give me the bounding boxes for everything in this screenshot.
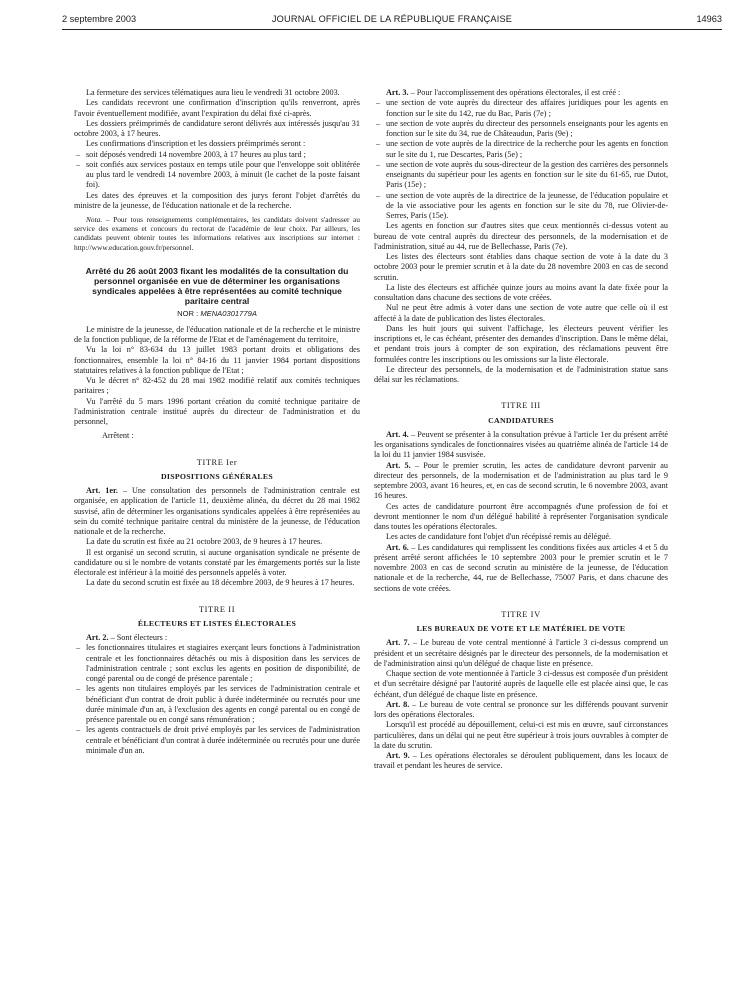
- nota-text: – Pour tous renseignements complémentaires, les candidats doivent s'adresser au service des examens et concours du rectorat de l'académie de leur choix. Par ailleurs, les candidats peuvent obtenir toutes les informations relatives aux inscriptions sur internet : http://www.education.gouv.fr/personnel.: [74, 215, 360, 252]
- paragraph: Vu le décret n° 82-452 du 28 mai 1982 modifié relatif aux comités techniques paritaires ;: [74, 376, 360, 396]
- paragraph: Dans les huit jours qui suivent l'affichage, les électeurs peuvent vérifier les inscriptions et, le cas échéant, présenter des demandes d'inscription. Dans le même délai, et pendant trois jours à compter de son expiration, des réclamations peuvent être formulées contre les inscriptions ou les omissions sur la liste électorale.: [374, 323, 668, 364]
- article-label: Art. 5.: [386, 460, 411, 470]
- article-label: Art. 6.: [386, 542, 409, 552]
- list-item: – les agents non titulaires employés par les services de l'administration centrale et bénéficiant d'un contrat de droit public à durée indéterminée ou recrutés pour une durée minimale d'un an, à l'exclusion des agents en congé parental ou en congé de présence parentale ou en congé sans rémunération ;: [74, 684, 360, 725]
- paragraph: Le directeur des personnels, de la modernisation et de l'administration statue sans délai sur les réclamations.: [374, 364, 668, 384]
- journal-title: JOURNAL OFFICIEL DE LA RÉPUBLIQUE FRANÇAISE: [271, 14, 513, 24]
- list-item: – une section de vote auprès du sous-directeur de la gestion des carrières des personnels enseignants du supérieur pour les agents en fonction sur le site du 61-65, rue Dutot, Paris (15e) ;: [374, 160, 668, 191]
- paragraph: Il est organisé un second scrutin, si aucune organisation syndicale ne présente de candidature ou si le nombre de votants constaté par les émargements portés sur la liste électorale est inférieur à la moitié des personnels appelés à voter.: [74, 547, 360, 578]
- paragraph: Le ministre de la jeunesse, de l'éducation nationale et de la recherche et le ministre de la fonction publique, de la réforme de l'Etat et de l'aménagement du territoire,: [74, 324, 360, 345]
- article: [374, 700, 668, 721]
- list-item: – une section de vote auprès du directeur des affaires juridiques pour les agents en fonction sur le site du 142, rue du Bac, Paris (7e) ;: [374, 98, 668, 119]
- article-label: Art. 9.: [386, 751, 410, 760]
- section-title: TITRE Ier: [196, 457, 238, 467]
- section-subtitle: LES BUREAUX DE VOTE ET LE MATÉRIEL DE VOTE: [416, 624, 626, 633]
- nor-code: MENA0301779A: [200, 308, 257, 318]
- paragraph: La fermeture des services télématiques aura lieu le vendredi 31 octobre 2003.: [86, 88, 340, 97]
- article-label: Art. 7.: [386, 638, 410, 648]
- article: [374, 88, 668, 98]
- section-subtitle: DISPOSITIONS GÉNÉRALES: [160, 471, 274, 481]
- page-number: 14963: [696, 14, 722, 24]
- article-label: Art. 1er.: [86, 486, 118, 496]
- article-text: – Une consultation des personnels de l'administration centrale est organisée, en application de l'article 11, deuxième alinéa, du décret du 28 mai 1982 susvisé, afin de déterminer les organisations syndicales appelées à être représentées au sein du comité technique paritaire central du ministère de la jeunesse, de l'éducation nationale et de la recherche.: [74, 486, 360, 537]
- paragraph: Vu la loi n° 83-634 du 13 juillet 1983 portant droits et obligations des fonctionnaires, ensemble la loi n° 84-16 du 11 janvier 1984 portant dispositions statutaires relatives à la fonction publique de l'Etat ;: [74, 345, 360, 375]
- section-subtitle: ÉLECTEURS ET LISTES ÉLECTORALES: [137, 618, 297, 628]
- article-text: – Le bureau de vote central se prononce sur les différends pouvant survenir lors des opérations électorales.: [374, 699, 669, 719]
- list-item: – soit déposés vendredi 14 novembre 2003, à 17 heures au plus tard ;: [74, 150, 360, 160]
- article-label: Art. 4.: [386, 429, 409, 439]
- paragraph: Vu l'arrêté du 5 mars 1996 portant création du comité technique paritaire de l'administration centrale institué auprès du directeur de l'administration et du personnel,: [74, 396, 360, 427]
- article-label: Art. 8.: [386, 699, 410, 709]
- list-item: – soit confiés aux services postaux en temps utile pour que l'enveloppe soit oblitérée au plus tard le vendredi 14 novembre 2003, à minuit (le cachet de la poste faisant foi).: [74, 160, 360, 191]
- article: [74, 486, 360, 537]
- paragraph: La date du scrutin est fixée au 21 octobre 2003, de 9 heures à 17 heures.: [86, 537, 323, 547]
- paragraph: Les actes de candidature font l'objet d'un récépissé remis au délégué.: [386, 532, 612, 542]
- article: [374, 638, 668, 669]
- article-text: – Les opérations électorales se déroulent publiquement, dans les locaux de travail et pendant les heures de service.: [374, 751, 668, 771]
- arretent-line: Arrêtent :: [102, 431, 134, 441]
- list-item: – une section de vote auprès du directeur des personnels enseignants pour les agents en fonction sur le site du 34, rue de Châteaudun, Paris (9e) ;: [374, 119, 668, 140]
- list-item: – une section de vote auprès de la directrice de la recherche pour les agents en fonction sur le site du 1, rue Descartes, Paris (5e) ;: [374, 139, 668, 160]
- bullet-list: [74, 643, 360, 756]
- paragraph: Les dates des épreuves et la composition des jurys feront l'objet d'arrêtés du ministre de la jeunesse, de l'éducation nationale et de la recherche.: [74, 190, 360, 210]
- decree-title: Arrêté du 26 août 2003 fixant les modalités de la consultation du personnel organisée en vue de déterminer les organisations syndicales appelées à être représentées au comité technique paritaire central: [85, 265, 349, 307]
- bullet-list: [374, 98, 668, 221]
- article: [374, 543, 668, 594]
- paragraph: Lorsqu'il est procédé au dépouillement, celui-ci est mis en œuvre, sauf circonstances particulières, dans un délai qui ne peut être supérieur à trois jours ouvrables à compter de la date du scrutin.: [374, 720, 668, 750]
- article-text: – Sont électeurs :: [108, 633, 168, 643]
- nota-note: [74, 215, 360, 252]
- paragraph: Les confirmations d'inscription et les dossiers préimprimés seront :: [86, 139, 306, 149]
- article-text: – Pour le premier scrutin, les actes de candidature devront parvenir au directeur des personnels, de la modernisation et de l'administration au plus tard le 9 septembre 2003, avant 16 heures, et, en cas de second scrutin, le 6 novembre 2003, avant 16 heures.: [374, 460, 668, 501]
- article-label: Art. 2.: [86, 633, 109, 643]
- paragraph: La liste des électeurs est affichée quinze jours au moins avant la date fixée pour la consultation dans chacune des sections de vote créées.: [374, 282, 668, 302]
- paragraph: Ces actes de candidature pourront être accompagnés d'une profession de foi et devront mentionner le nom d'un délégué habilité à représenter l'organisation syndicale dans toutes les opérations électorales.: [374, 501, 668, 531]
- article-text: – Peuvent se présenter à la consultation prévue à l'article 1er du présent arrêté les organisations syndicales de fonctionnaires visées au quatrième alinéa de l'article 14 de la loi du 11 janvier 1984 susvisée.: [374, 429, 669, 460]
- list-item: – une section de vote auprès de la directrice de la jeunesse, de l'éducation populaire et de la vie associative pour les agents en fonction sur le site du 78, rue Olivier-de-Serres, Paris (15e).: [374, 191, 668, 222]
- article-label: Art. 3.: [386, 88, 409, 97]
- paragraph: Nul ne peut être admis à voter dans une section de vote autre que celle où il est affecté à la date de publication des listes électorales.: [374, 303, 668, 323]
- nor-label: NOR :: [177, 308, 201, 318]
- article-text: – Les candidatures qui remplissent les conditions fixées aux articles 4 et 5 du présent arrêté seront affichées le 10 septembre 2003 pour le premier scrutin et le 7 novembre 2003 en cas de second scrutin au ministère de la jeunesse, de l'éducation nationale et de la recherche, 44, rue de Bellechasse, 75007 Paris, et dans chacune des sections de vote créées.: [374, 542, 669, 593]
- left-column: [74, 88, 360, 756]
- section-title: TITRE II: [198, 604, 236, 614]
- list-item: – les agents contractuels de droit privé employés par les services de l'administration centrale et bénéficiant d'un contrat à durée indéterminée ou recrutés pour une durée minimale d'un an.: [74, 725, 360, 756]
- article: [74, 633, 360, 643]
- section-subtitle: CANDIDATURES: [488, 415, 554, 425]
- article-text: – Le bureau de vote central mentionné à l'article 3 ci-dessus comprend un président et un secrétaire désignés par le directeur des personnels, de la modernisation et de l'administration ainsi qu'un délégué de chaque liste en présence.: [374, 638, 668, 668]
- paragraph: Les candidats recevront une confirmation d'inscription qu'ils renverront, après l'avoir éventuellement modifiée, avant l'expiration du délai fixé ci-après.: [74, 98, 360, 118]
- nor-reference: [74, 309, 360, 319]
- paragraph: La date du second scrutin est fixée au 18 décembre 2003, de 9 heures à 17 heures.: [86, 578, 355, 588]
- article-text: – Pour l'accomplissement des opérations électorales, il est créé :: [408, 88, 621, 97]
- paragraph: Les agents en fonction sur d'autres sites que ceux mentionnés ci-dessus votent au bureau de vote central auprès du directeur des personnels, de la modernisation et de l'administration, situé au 44, rue de Bellechasse, Paris (7e).: [374, 221, 668, 251]
- article: [374, 461, 668, 502]
- article: [374, 751, 668, 772]
- article: [374, 430, 668, 461]
- list-item: – les fonctionnaires titulaires et stagiaires exerçant leurs fonctions à l'administration centrale et les fonctionnaires détachés ou mis à disposition dans les services de l'administration centrale ; sont exclus les agents en position de disponibilité, de congé parental ou de congé de présence parentale ;: [74, 643, 360, 684]
- right-column: [374, 88, 668, 772]
- section-title: TITRE III: [501, 401, 541, 411]
- paragraph: Les listes des électeurs sont établies dans chaque section de vote à la date du 3 octobre 2003 pour le premier scrutin et à la date du 28 novembre 2003 en cas de second scrutin.: [374, 252, 668, 282]
- issue-date: 2 septembre 2003: [62, 14, 137, 24]
- page-header: [62, 14, 722, 28]
- paragraph: Chaque section de vote mentionnée à l'article 3 ci-dessus est composée d'un président et d'un secrétaire désigné par l'autorité auprès de laquelle elle est placée ainsi que, le cas échéant, d'un délégué de chaque liste en présence.: [374, 669, 668, 699]
- bullet-list: [74, 150, 360, 191]
- nota-label: Nota.: [86, 215, 103, 224]
- paragraph: Les dossiers préimprimés de candidature seront délivrés aux intéressés jusqu'au 31 octobre 2003, à 17 heures.: [74, 118, 360, 138]
- header-rule: [62, 29, 722, 30]
- section-title: TITRE IV: [501, 609, 541, 619]
